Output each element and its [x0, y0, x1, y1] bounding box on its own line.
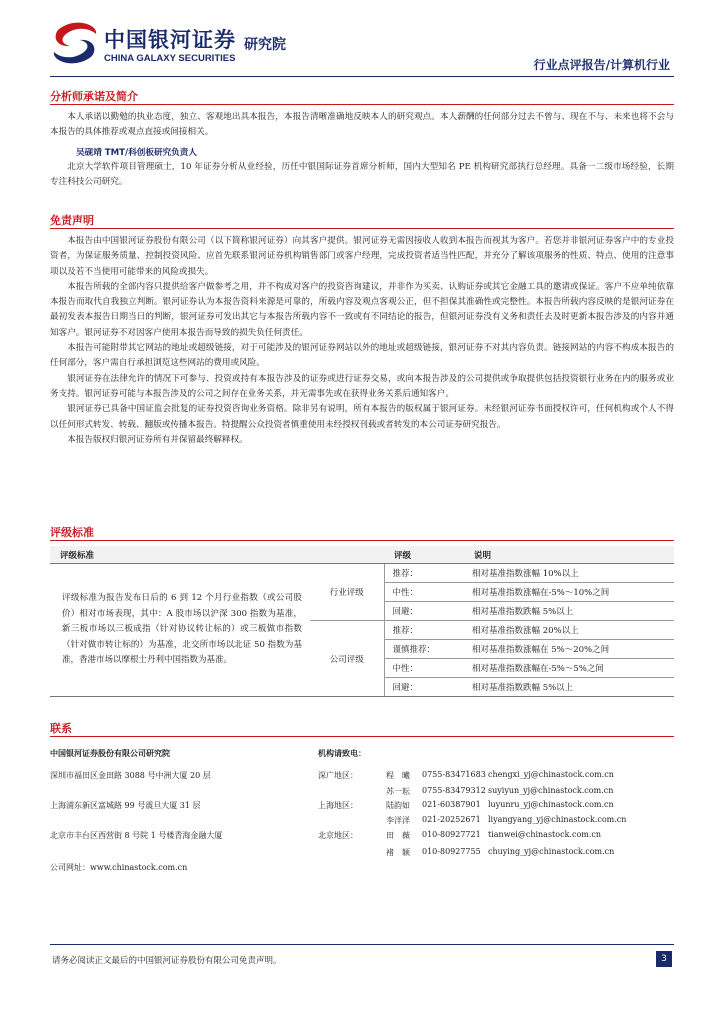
disclaimer-paragraph: 银河证券已具备中国证监会批复的证券投资咨询业务资格。除非另有说明，所有本报告的版权属于银河证券。未经银河证券书面授权许可，任何机构或个人不得以任何形式转发、转载、翻版或传播本报告。特提醒公众投资者慎重使用未经授权刊载或者转发的本公司证券研究报告。 — [50, 404, 674, 430]
contact-title: 联系 — [50, 722, 72, 735]
grade-cell: 推荐： — [384, 564, 464, 583]
header-divider — [50, 76, 674, 77]
grade-cell: 中性： — [384, 659, 464, 678]
contact-email[interactable]: liyangyang_yj@chinastock.com.cn — [488, 815, 627, 824]
analyst-bio: 北京大学软件项目管理硕士，10 年证券分析从业经验，历任中银国际证券首席分析师，国内大型知名 PE 机构研究部执行总经理。具备一二级市场经验，长期专注科技公司研究。 — [50, 162, 674, 188]
rating-title: 评级标准 — [50, 526, 94, 539]
table-header-row — [50, 546, 674, 564]
company-name-cn: 中国银河证券 — [104, 28, 236, 52]
disclaimer-paragraph: 本报告版权归银河证券所有并保留最终解释权。 — [67, 434, 248, 445]
grade-cell: 中性： — [384, 583, 464, 602]
region-shenzhen: 深广地区： — [318, 771, 358, 780]
desc-cell: 相对基准指数跌幅 5%以上 — [464, 602, 674, 621]
industry-rating-label: 行业评级 — [310, 564, 384, 621]
grade-cell: 谨慎推荐： — [384, 640, 464, 659]
rating-standard-text: 评级标准为报告发布日后的 6 到 12 个月行业指数（或公司股价）相对市场表现，其中：A 股市场以沪深 300 指数为基准，新三板市场以三板成指（针对协议转让标的）或三板做市指数（针对做市转让标的）为基准，北交所市场以北证 50 指数为基准，香港市场以摩根士丹利中国指数为基准。 — [50, 564, 310, 697]
contact-phone: 0755-83479312 — [422, 786, 486, 795]
contact-phone: 021-60387901 — [422, 800, 481, 809]
table-row — [50, 564, 674, 583]
col-header-desc: 说明 — [464, 546, 674, 564]
disclaimer-paragraph: 本报告由中国银河证券股份有限公司（以下简称银河证券）向其客户提供。银河证券无需因接收人收到本报告而视其为客户。若您并非银河证券客户中的专业投资者，为保证服务质量、控制投资风险、应首先联系银河证券机构销售部门或客户经理，完成投资者适当性匹配，并充分了解该项服务的性质、特点、使用的注意事项以及若不当使用可能带来的风险或损失。 — [50, 236, 674, 277]
disclaimer-rule — [50, 228, 674, 229]
disclaimer-paragraph: 银河证券在法律允许的情况下可参与、投资或持有本报告涉及的证券或进行证券交易，或向本报告涉及的公司提供或争取提供包括投资银行业务在内的服务或业务支持。银河证券可能与本报告涉及的公司之间存在业务关系，并无需事先或在获得业务关系后通知客户。 — [50, 373, 674, 399]
contact-name: 李洋洋 — [386, 816, 410, 825]
desc-cell: 相对基准指数涨幅在-5%～10%之间 — [464, 583, 674, 602]
report-type: 行业点评报告/计算机行业 — [533, 58, 670, 72]
grade-cell: 回避： — [384, 602, 464, 621]
contact-phone: 0755-83471683 — [422, 770, 486, 779]
rating-table — [50, 546, 674, 697]
analyst-commitment: 本人承诺以勤勉的执业态度，独立、客观地出具本报告，本报告清晰准确地反映本人的研究观点。本人薪酬的任何部分过去不曾与、现在不与、未来也将不会与本报告的具体推荐或观点直接或间接相关。 — [50, 112, 674, 138]
desc-cell: 相对基准指数涨幅 20%以上 — [464, 621, 674, 640]
contact-phone: 010-80927721 — [422, 830, 481, 839]
disclaimer-body — [50, 234, 674, 448]
contact-name: 程 曦 — [386, 771, 410, 780]
desc-cell: 相对基准指数涨幅在-5%～5%之间 — [464, 659, 674, 678]
analyst-section-title: 分析师承诺及简介 — [50, 90, 138, 103]
contact-email[interactable]: tianwei@chinastock.com.cn — [488, 830, 602, 839]
address-beijing: 北京市丰台区西营街 8 号院 1 号楼青海金融大厦 — [50, 831, 223, 840]
contact-email[interactable]: chengxi_yj@chinastock.com.cn — [488, 770, 614, 779]
contact-name: 陆韵如 — [386, 801, 410, 810]
contact-email[interactable]: suyiyun_yj@chinastock.com.cn — [488, 786, 614, 795]
institute-label: 研究院 — [244, 37, 286, 53]
contact-email[interactable]: chuying_yj@chinastock.com.cn — [488, 847, 615, 856]
desc-cell: 相对基准指数涨幅 10%以上 — [464, 564, 674, 583]
contact-name: 田 薇 — [386, 831, 410, 840]
company-rating-label: 公司评级 — [310, 621, 384, 697]
col-header-spacer — [310, 546, 384, 564]
contact-name: 褚 颖 — [386, 848, 410, 857]
page-number: 3 — [656, 951, 672, 967]
footer-notice: 请务必阅读正文最后的中国银河证券股份有限公司免责声明。 — [52, 956, 282, 966]
address-shanghai: 上海浦东新区富城路 99 号震旦大厦 31 层 — [50, 801, 201, 810]
footer-divider — [50, 944, 674, 945]
disclaimer-paragraph: 本报告所载的全部内容只提供给客户做参考之用，并不构成对客户的投资咨询建议，并非作为买卖、认购证券或其它金融工具的邀请或保证。客户不应单纯依靠本报告而取代自我独立判断。银河证券认为本报告资料来源是可靠的，所载内容及观点客观公正，但不担保其准确性或完整性。本报告所载内容反映的是银河证券在最初发表本报告日期当日的判断，银河证券可发出其它与本报告所载内容不一致或有不同结论的报告，但银河证券没有义务和责任去及时更新本报告涉及的内容并通知客户。银河证券不对因客户使用本报告而导致的损失负任何责任。 — [50, 281, 674, 338]
region-shanghai: 上海地区： — [318, 801, 358, 810]
galaxy-logo-icon — [50, 20, 100, 66]
desc-cell: 相对基准指数涨幅在 5%～20%之间 — [464, 640, 674, 659]
contact-rule — [50, 736, 674, 737]
address-shenzhen: 深圳市福田区金田路 3088 号中洲大厦 20 层 — [50, 771, 211, 780]
analyst-section-rule — [50, 104, 674, 105]
grade-cell: 回避： — [384, 678, 464, 697]
sales-title: 机构请致电： — [318, 749, 366, 758]
grade-cell: 推荐： — [384, 621, 464, 640]
rating-rule — [50, 540, 674, 541]
disclaimer-paragraph: 本报告可能附带其它网站的地址或超级链接，对于可能涉及的银河证券网站以外的地址或超级链接，银河证券不对其内容负责。链接网站的内容不构成本报告的任何部分，客户需自行承担浏览这些网站的费用或风险。 — [50, 343, 674, 369]
contact-email[interactable]: luyunru_yj@chinastock.com.cn — [488, 800, 614, 809]
contact-company: 中国银河证券股份有限公司研究院 — [50, 749, 170, 758]
company-name-en: CHINA GALAXY SECURITIES — [104, 53, 236, 64]
col-header-grade: 评级 — [384, 546, 464, 564]
col-header-standard: 评级标准 — [50, 546, 310, 564]
disclaimer-title: 免责声明 — [50, 214, 94, 227]
company-website[interactable]: 公司网址：www.chinastock.com.cn — [50, 863, 188, 872]
contact-phone: 010-80927755 — [422, 847, 481, 856]
analyst-name: 吴砚靖 TMT/科创板研究负责人 — [76, 148, 197, 158]
contact-name: 苏一耘 — [386, 787, 410, 796]
contact-phone: 021-20252671 — [422, 815, 481, 824]
desc-cell: 相对基准指数跌幅 5%以上 — [464, 678, 674, 697]
region-beijing: 北京地区： — [318, 831, 358, 840]
